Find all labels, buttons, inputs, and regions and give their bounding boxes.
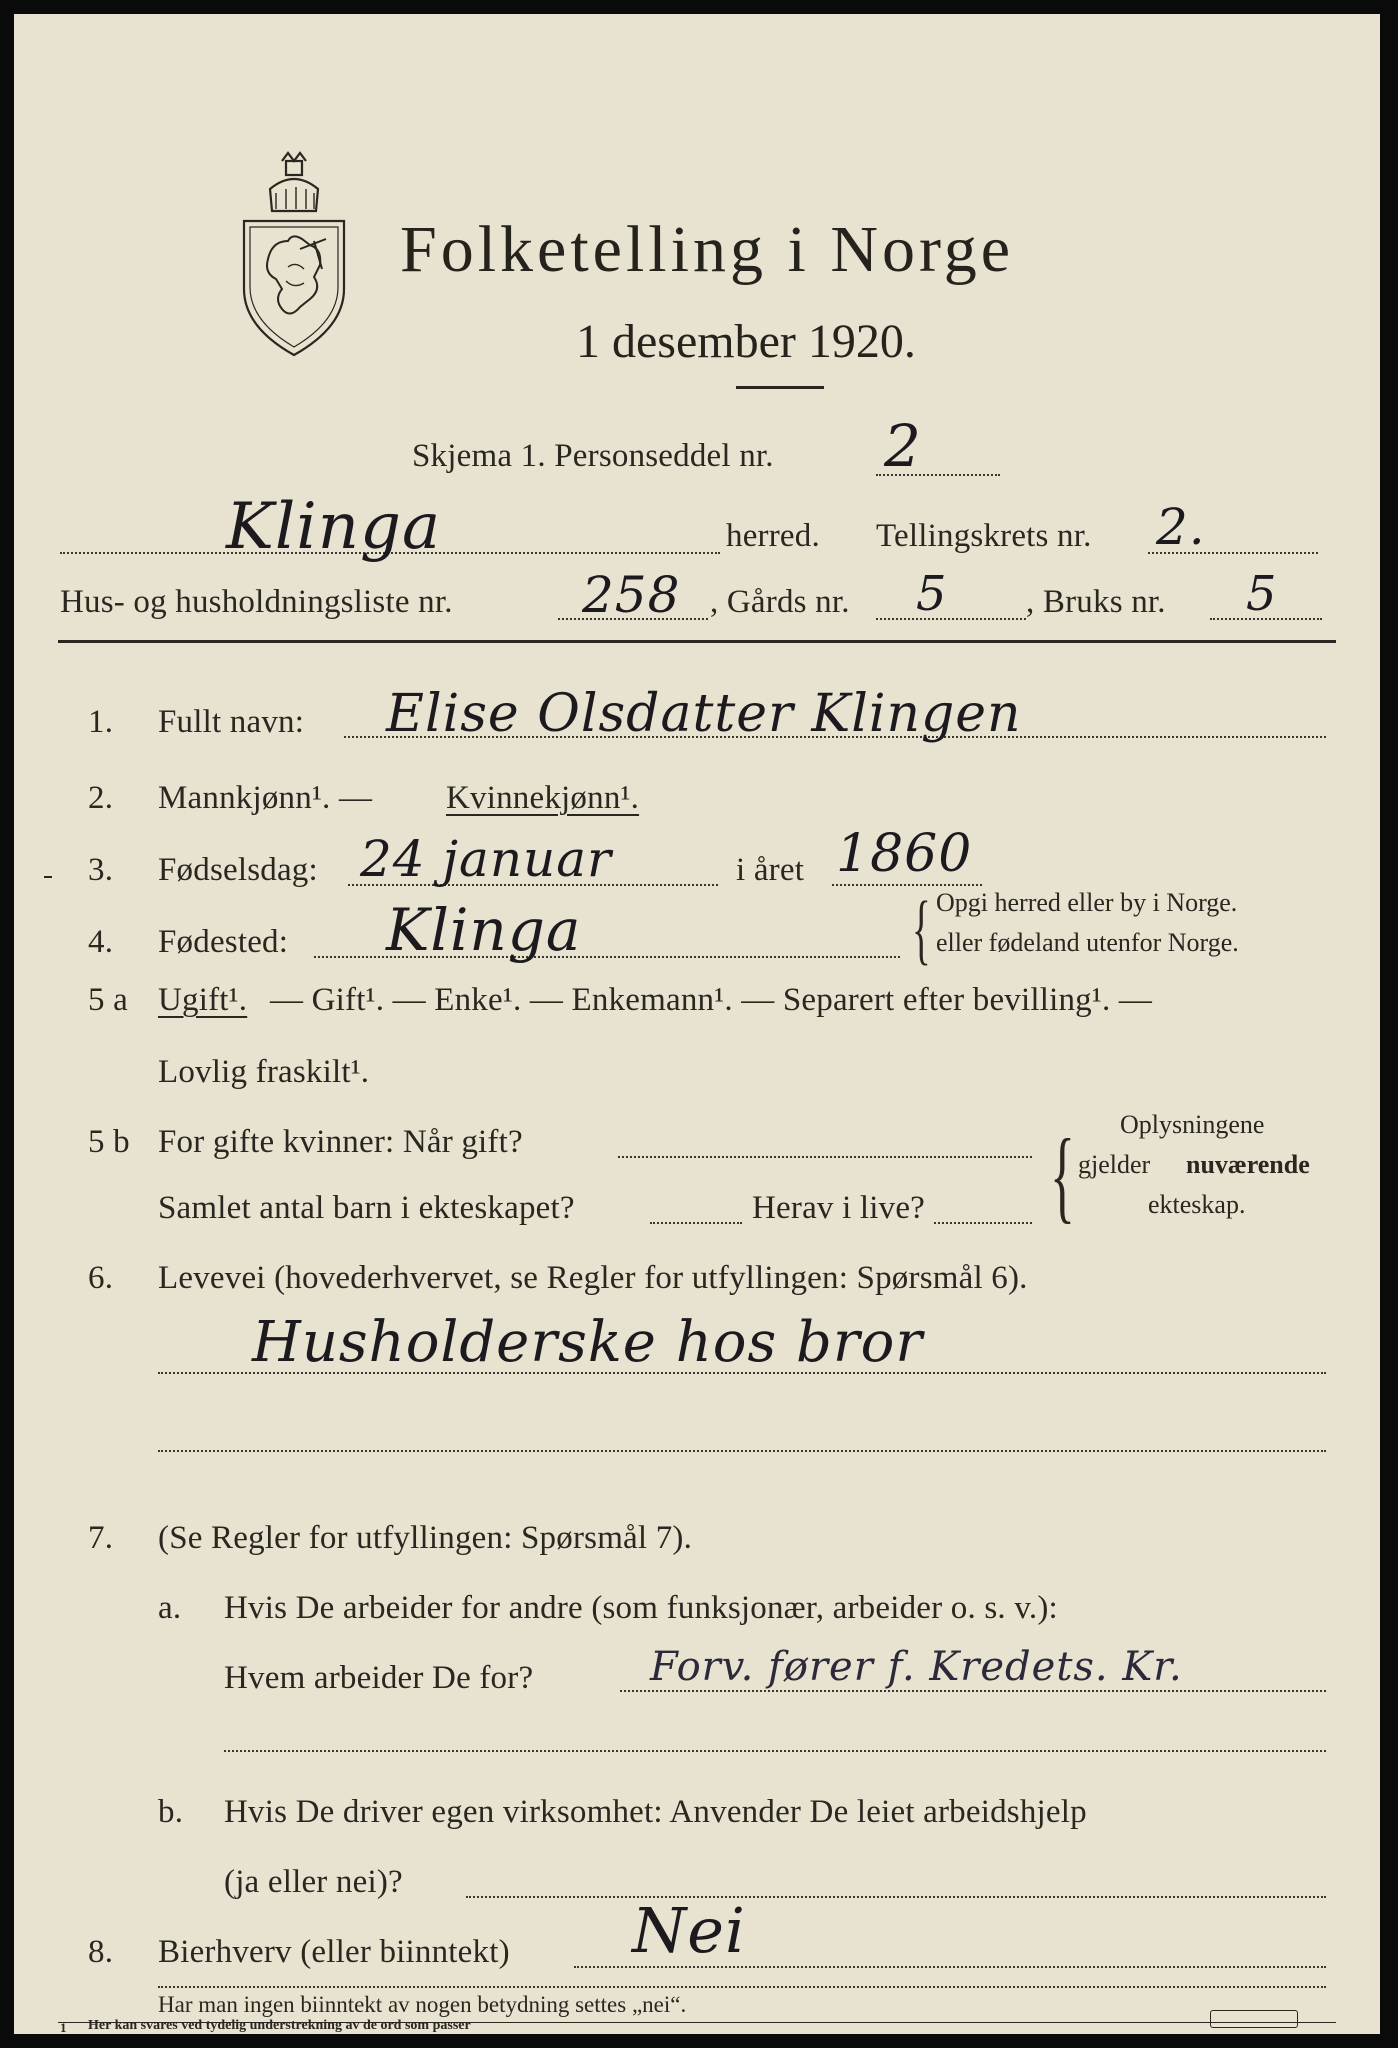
q5b-note-line1: Oplysningene: [1120, 1110, 1265, 1139]
q5b-alive-line: [934, 1222, 1032, 1224]
footnote-mark: 1: [60, 2020, 67, 2035]
gards-line: [876, 618, 1026, 620]
q5b-children-line: [650, 1222, 742, 1224]
household-list-label: Hus- og husholdningsliste nr.: [60, 584, 453, 620]
footnote-text: Her kan svares ved tydelig understrekning av de ord som passer: [88, 2018, 471, 2033]
tellingskrets-value: 2.: [1156, 498, 1206, 556]
q5b-note-line2a: gjelder: [1078, 1150, 1151, 1179]
household-list-value: 258: [582, 566, 681, 624]
gards-value: 5: [916, 566, 948, 622]
form-title: Folketelling i Norge: [400, 213, 1015, 286]
norwegian-coat-of-arms-icon: [230, 149, 360, 359]
bruks-label: , Bruks nr.: [1026, 584, 1166, 620]
q4-note-line2: eller fødeland utenfor Norge.: [936, 928, 1239, 957]
q5a-line2: Lovlig fraskilt¹.: [158, 1054, 370, 1090]
q3-year-line: [832, 884, 982, 886]
q3-year-value: 1860: [836, 824, 973, 884]
q6-line1: [158, 1372, 1326, 1374]
q7a-line2: [224, 1750, 1326, 1752]
q4-birthplace-value: Klinga: [386, 896, 582, 964]
q1-full-name-value: Elise Olsdatter Klingen: [386, 684, 1022, 744]
q6-label: Levevei (hovederhvervet, se Regler for utfyllingen: Spørsmål 6).: [158, 1260, 1028, 1296]
schema-number-value: 2: [884, 412, 922, 480]
q7b-letter: b.: [158, 1794, 184, 1830]
bruks-value: 5: [1246, 566, 1278, 622]
q1-number: 1.: [88, 704, 114, 740]
q7b-question: (ja eller nei)?: [224, 1864, 403, 1900]
q5b-children-label: Samlet antal barn i ekteskapet?: [158, 1190, 575, 1226]
q5b-note-line2b: nuværende: [1186, 1150, 1310, 1179]
q5a-ugift-underlined: Ugift¹.: [158, 982, 248, 1018]
q5a-number: 5 a: [88, 982, 128, 1018]
q8-label: Bierhverv (eller biinntekt): [158, 1934, 510, 1970]
census-date: 1 desember 1920.: [576, 315, 916, 368]
q8-number: 8.: [88, 1934, 114, 1970]
census-form-sheet: [14, 14, 1380, 2034]
q5b-married-line: [618, 1156, 1032, 1158]
q5a-options: — Gift¹. — Enke¹. — Enkemann¹. — Separert efter bevilling¹. —: [270, 982, 1153, 1018]
q1-label: Fullt navn:: [158, 704, 305, 740]
q4-label: Fødested:: [158, 924, 289, 960]
tellingskrets-label: Tellingskrets nr.: [876, 518, 1092, 554]
q6-number: 6.: [88, 1260, 114, 1296]
q7b-text: Hvis De driver egen virksomhet: Anvender De leiet arbeidshjelp: [224, 1794, 1087, 1830]
q5b-line1: For gifte kvinner: Når gift?: [158, 1124, 523, 1160]
q3-birthday-value: 24 januar: [360, 830, 612, 888]
q6-occupation-value: Husholderske hos bror: [252, 1310, 924, 1375]
q8-value: Nei: [632, 1894, 746, 1967]
q3-label: Fødselsdag:: [158, 852, 318, 888]
q2-number: 2.: [88, 780, 114, 816]
q6-line2: [158, 1450, 1326, 1452]
footer-note: Har man ingen biinntekt av nogen betydning settes „nei“.: [158, 1992, 687, 2017]
q4-note-line1: Opgi herred eller by i Norge.: [936, 888, 1238, 917]
q7a-text: Hvis De arbeider for andre (som funksjonær, arbeider o. s. v.):: [224, 1590, 1058, 1626]
gards-label: , Gårds nr.: [710, 584, 850, 620]
herred-value: Klinga: [226, 490, 442, 564]
q3-year-label: i året: [736, 852, 805, 888]
q7a-question: Hvem arbeider De for?: [224, 1660, 534, 1696]
herred-label: herred.: [726, 518, 820, 554]
q3-number: 3.: [88, 852, 114, 888]
q5b-number: 5 b: [88, 1124, 130, 1160]
q5b-note-brace: {: [1050, 1118, 1075, 1233]
q4-number: 4.: [88, 924, 114, 960]
q5b-alive-label: Herav i live?: [752, 1190, 926, 1226]
q2-male-option: Mannkjønn¹. —: [158, 780, 373, 816]
header-separator: [58, 640, 1336, 643]
q7-label: (Se Regler for utfyllingen: Spørsmål 7).: [158, 1520, 693, 1556]
printer-stamp: [1210, 2010, 1298, 2028]
title-divider: [736, 386, 824, 389]
q5b-note-line3: ekteskap.: [1148, 1190, 1246, 1219]
q7a-letter: a.: [158, 1590, 182, 1626]
q7a-line: [620, 1690, 1326, 1692]
q7-number: 7.: [88, 1520, 114, 1556]
q4-note-brace: {: [912, 885, 931, 972]
q8-line2: [158, 1986, 1326, 1988]
margin-mark: [44, 876, 52, 878]
schema-label: Skjema 1. Personseddel nr.: [412, 438, 774, 474]
q7a-employer-value: Forv. fører f. Kredets. Kr.: [650, 1644, 1183, 1690]
q7b-line: [466, 1896, 1326, 1898]
q2-female-option-underlined: Kvinnekjønn¹.: [446, 780, 640, 816]
